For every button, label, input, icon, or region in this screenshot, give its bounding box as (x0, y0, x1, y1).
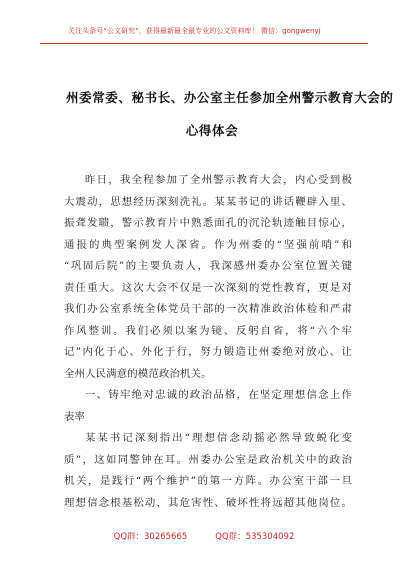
body-line: 通报的典型案例发人深省。作为州委的“坚强前哨”和 (64, 238, 352, 251)
footer-qq-group-1: QQ群：30265665 (113, 532, 188, 542)
section-heading-line: 一、铸牢绝对忠诚的政治品格，在坚定理想信念上作 (85, 389, 352, 401)
document-body (64, 170, 352, 514)
body-line: 责任重大。这次大会不仅是一次深刻的党性教育，更是对 (64, 281, 352, 294)
footer-qq-groups (0, 532, 408, 543)
header-promo-text: 关注头条号“公文研究”，获得最新最全最专业的公文资料库！ 微信：gongwenyj (68, 27, 321, 35)
footer-qq-group-2: QQ群：535304092 (215, 532, 295, 542)
document-title-line-1: 州委常委、秘书长、办公室主任参加全州警示教育大会的 (66, 90, 394, 105)
body-line: 质”，这如同警钟在耳。州委办公室是政治机关中的政治 (64, 453, 352, 466)
body-line: 全州人民满意的模范政治机关。 (64, 367, 212, 380)
body-line: 我们办公室系统全体党员干部的一次精准政治体检和严肃 (64, 303, 352, 315)
body-line: 某某书记深刻指出“理想信念动摇必然导致蜕化变 (85, 432, 352, 444)
body-line: “巩固后院”的主要负责人，我深感州委办公室位置关键 (64, 260, 352, 272)
body-line: 昨日，我全程参加了全州警示教育大会，内心受到极 (85, 174, 352, 186)
document-title-line-2: 心得体会 (185, 123, 239, 138)
header-divider (40, 43, 368, 44)
section-heading-line: 表率 (64, 410, 86, 423)
body-line: 理想信念根基松动，其危害性、破坏性将远超其他岗位。 (64, 496, 352, 509)
body-line: 振聋发聩，警示教育片中熟悉面孔的沉沦轨迹触目惊心， (64, 217, 352, 229)
body-line: 记”内化于心、外化于行，努力锻造让州委绝对放心、让 (64, 346, 352, 358)
body-line: 机关，是践行“两个维护”的第一方阵。办公室干部一旦 (64, 475, 352, 487)
body-line: 作风整训。我们必须以案为镜、反躬自省，将“六个牢 (64, 324, 352, 337)
body-line: 大震动，思想经历深刻洗礼。某某书记的讲话鞭辟入里、 (64, 195, 352, 208)
